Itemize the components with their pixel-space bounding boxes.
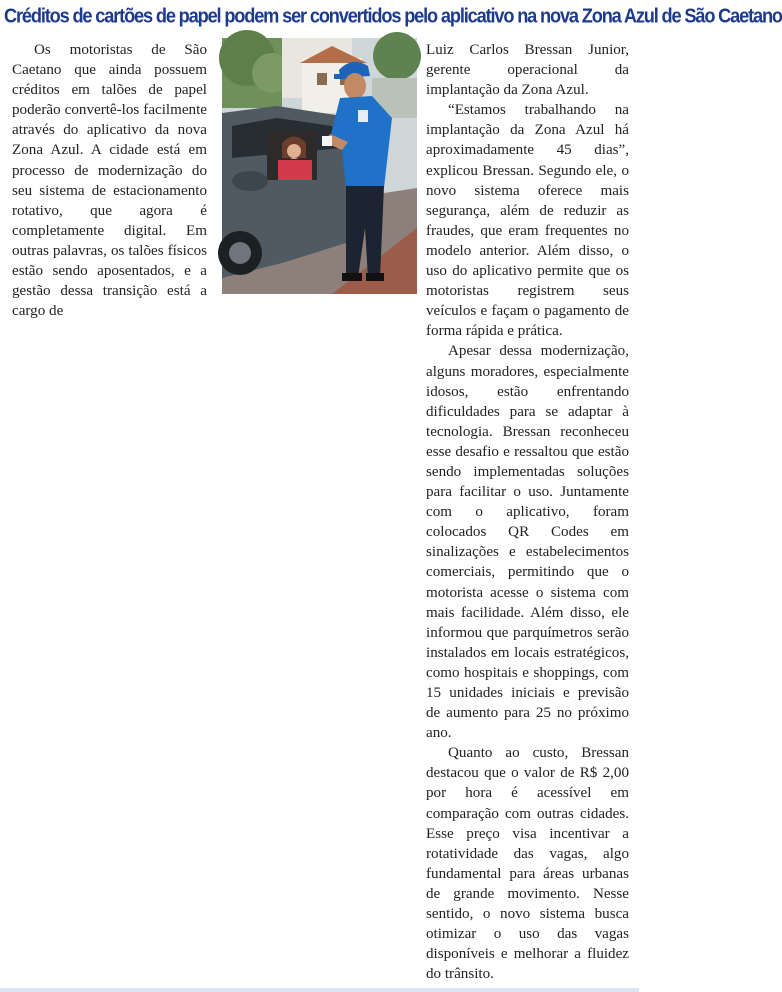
bottom-divider bbox=[0, 988, 639, 992]
article-photo bbox=[222, 38, 417, 294]
right-column bbox=[426, 40, 629, 984]
paragraph: Quanto ao custo, Bressan destacou que o valor de R$ 2,00 por hora é acessível em comparação com outras cidades. Esse preço visa incentivar a rotatividade das vagas, algo fundamental para áreas urbanas de grande movimento. Nesse sentido, o novo sistema busca otimizar o uso das vagas disponíveis e melhorar a fluidez do trânsito. bbox=[426, 745, 629, 983]
paragraph: Apesar dessa modernização, alguns moradores, especialmente idosos, estão enfrentando dificuldades para se adaptar à tecnologia. Bressan reconheceu esse desafio e ressaltou que estão sendo implementadas soluções para facilitar o uso. Juntamente com o aplicativo, foram colocados QR Codes em sinalizações e estabelecimentos comerciais, permitindo que o motorista acesse o sistema com mais facilidade. Além disso, ele informou que parquímetros serão instalados em locais estratégicos, como hospitais e shoppings, com 15 unidades iniciais e previsão de aumento para 25 no próximo ano. bbox=[426, 343, 629, 742]
paragraph: “Estamos trabalhando na implantação da Zona Azul há aproximadamente 45 dias”, explicou Bressan. Segundo ele, o novo sistema oferece mais segurança, além de reduzir as fraudes, que eram frequentes no modelo anterior. Além disso, o uso do aplicativo permite que os motoristas registrem seus veículos e façam o pagamento de forma rápida e prática. bbox=[426, 102, 629, 340]
headline: Créditos de cartões de papel podem ser convertidos pelo aplicativo na nova Zona Azul de São Caetano bbox=[4, 4, 782, 28]
photo-icon bbox=[222, 38, 417, 294]
paragraph: Os motoristas de São Caetano que ainda possuem créditos em talões de papel poderão convertê-los facilmente através do aplicativo da nova Zona Azul. A cidade está em processo de modernização do seu sistema de estacionamento rotativo, que agora é completamente digital. Em outras palavras, os talões físicos estão sendo aposentados, e a gestão dessa transição está a cargo de bbox=[12, 42, 207, 320]
paragraph: Luiz Carlos Bressan Junior, gerente operacional da implantação da Zona Azul. bbox=[426, 42, 629, 99]
left-column bbox=[12, 40, 207, 321]
